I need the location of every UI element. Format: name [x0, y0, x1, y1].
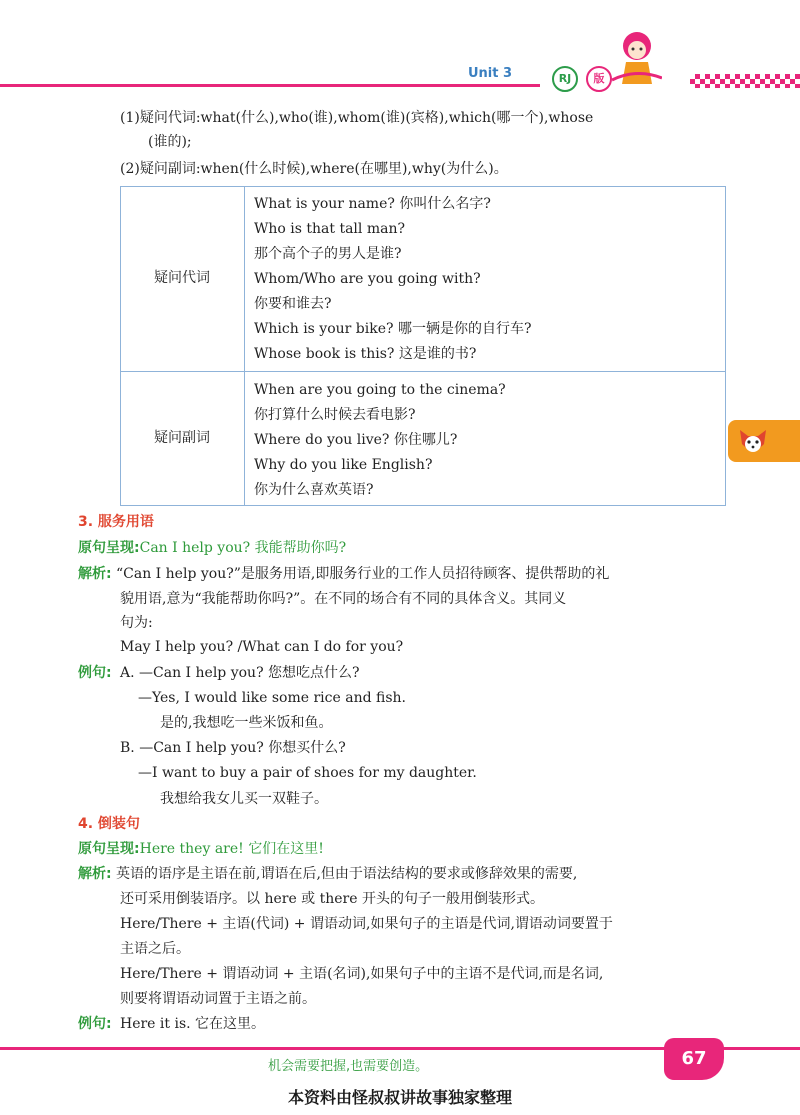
- table-column-divider: [244, 186, 245, 505]
- example-line: —Yes, I would like some rice and fish.: [138, 690, 407, 706]
- intro-item-1-cont: (谁的);: [148, 134, 192, 150]
- table-cell-line: 你为什么喜欢英语?: [254, 482, 374, 498]
- analysis-line: Here/There + 谓语动词 + 主语(名词),如果句子中的主语不是代词,而是名词,: [120, 966, 604, 982]
- example-line: —I want to buy a pair of shoes for my daughter.: [138, 765, 477, 781]
- original-text: Can I help you? 我能帮助你吗?: [139, 540, 347, 556]
- table-cell-line: 你要和谁去?: [254, 296, 332, 312]
- table-cell-line: Which is your bike? 哪一辆是你的自行车?: [254, 321, 532, 337]
- example-line: 我想给我女儿买一双鞋子。: [160, 791, 328, 807]
- table-cell-line: Why do you like English?: [254, 457, 433, 473]
- example-line: B. —Can I help you? 你想买什么?: [120, 740, 346, 756]
- table-cell-line: Who is that tall man?: [254, 221, 405, 237]
- table-cell-line: Whose book is this? 这是谁的书?: [254, 346, 477, 362]
- analysis-line: May I help you? /What can I do for you?: [120, 639, 404, 655]
- example-label: 例句:: [78, 1016, 112, 1032]
- table-cell-line: 你打算什么时候去看电影?: [254, 407, 416, 423]
- example-line: 是的,我想吃一些米饭和鱼。: [160, 715, 333, 731]
- table-row-divider: [120, 371, 725, 372]
- section-4-heading: 4. 倒装句: [78, 816, 140, 832]
- analysis-line: “Can I help you?”是服务用语,即服务行业的工作人员招待顾客、提供帮助的礼: [116, 566, 610, 582]
- unit-label: Unit 3: [468, 66, 513, 81]
- example-line: Here it is. 它在这里。: [120, 1016, 266, 1032]
- section-4-original: [78, 837, 324, 861]
- table-cell-line: When are you going to the cinema?: [254, 382, 506, 398]
- table-row-label: 疑问副词: [154, 430, 210, 446]
- analysis-line: 主语之后。: [120, 941, 190, 957]
- table-cell-line: Where do you live? 你住哪儿?: [254, 432, 458, 448]
- checker-pattern: [690, 74, 800, 88]
- analysis-line: 还可采用倒装语序。以 here 或 there 开头的句子一般用倒装形式。: [120, 891, 544, 907]
- analysis-line: Here/There + 主语(代词) + 谓语动词,如果句子的主语是代词,谓语动词要置于: [120, 916, 613, 932]
- analysis-label: 解析:: [78, 866, 112, 882]
- example-line: A. —Can I help you? 您想吃点什么?: [120, 665, 360, 681]
- cartoon-girl-icon: [612, 28, 662, 88]
- intro-item-2: (2)疑问副词:when(什么时候),where(在哪里),why(为什么)。: [120, 161, 508, 177]
- original-text: Here they are! 它们在这里!: [139, 841, 324, 857]
- analysis-line: 英语的语序是主语在前,谓语在后,但由于语法结构的要求或修辞效果的需要,: [116, 866, 578, 882]
- analysis-line: 则要将谓语动词置于主语之前。: [120, 991, 316, 1007]
- table-cell-line: 那个高个子的男人是谁?: [254, 246, 402, 262]
- edition-badge-ban: 版: [586, 66, 612, 92]
- edition-badge-rj: RJ: [552, 66, 578, 92]
- example-label: 例句:: [78, 665, 112, 681]
- footer-motto: 机会需要把握,也需要创造。: [268, 1059, 429, 1074]
- table-cell-line: Whom/Who are you going with?: [254, 271, 481, 287]
- original-label: 原句呈现:: [78, 841, 140, 857]
- table-cell-line: What is your name? 你叫什么名字?: [254, 196, 491, 212]
- analysis-label: 解析:: [78, 566, 112, 582]
- section-3-original: [78, 536, 346, 560]
- footer-credit: 本资料由怪叔叔讲故事独家整理: [287, 1088, 512, 1107]
- analysis-line: 貌用语,意为“我能帮助你吗?”。在不同的场合有不同的具体含义。其同义: [120, 591, 567, 607]
- analysis-line: 句为:: [120, 615, 153, 631]
- section-3-heading: 3. 服务用语: [78, 514, 154, 530]
- header-rule: [0, 84, 540, 87]
- table-row-label: 疑问代词: [154, 270, 210, 286]
- fox-mascot-icon: [736, 424, 770, 458]
- original-label: 原句呈现:: [78, 540, 140, 556]
- intro-item-1: (1)疑问代词:what(什么),who(谁),whom(谁)(宾格),which(哪一个),whose: [120, 110, 594, 126]
- page-number: 67: [664, 1038, 724, 1080]
